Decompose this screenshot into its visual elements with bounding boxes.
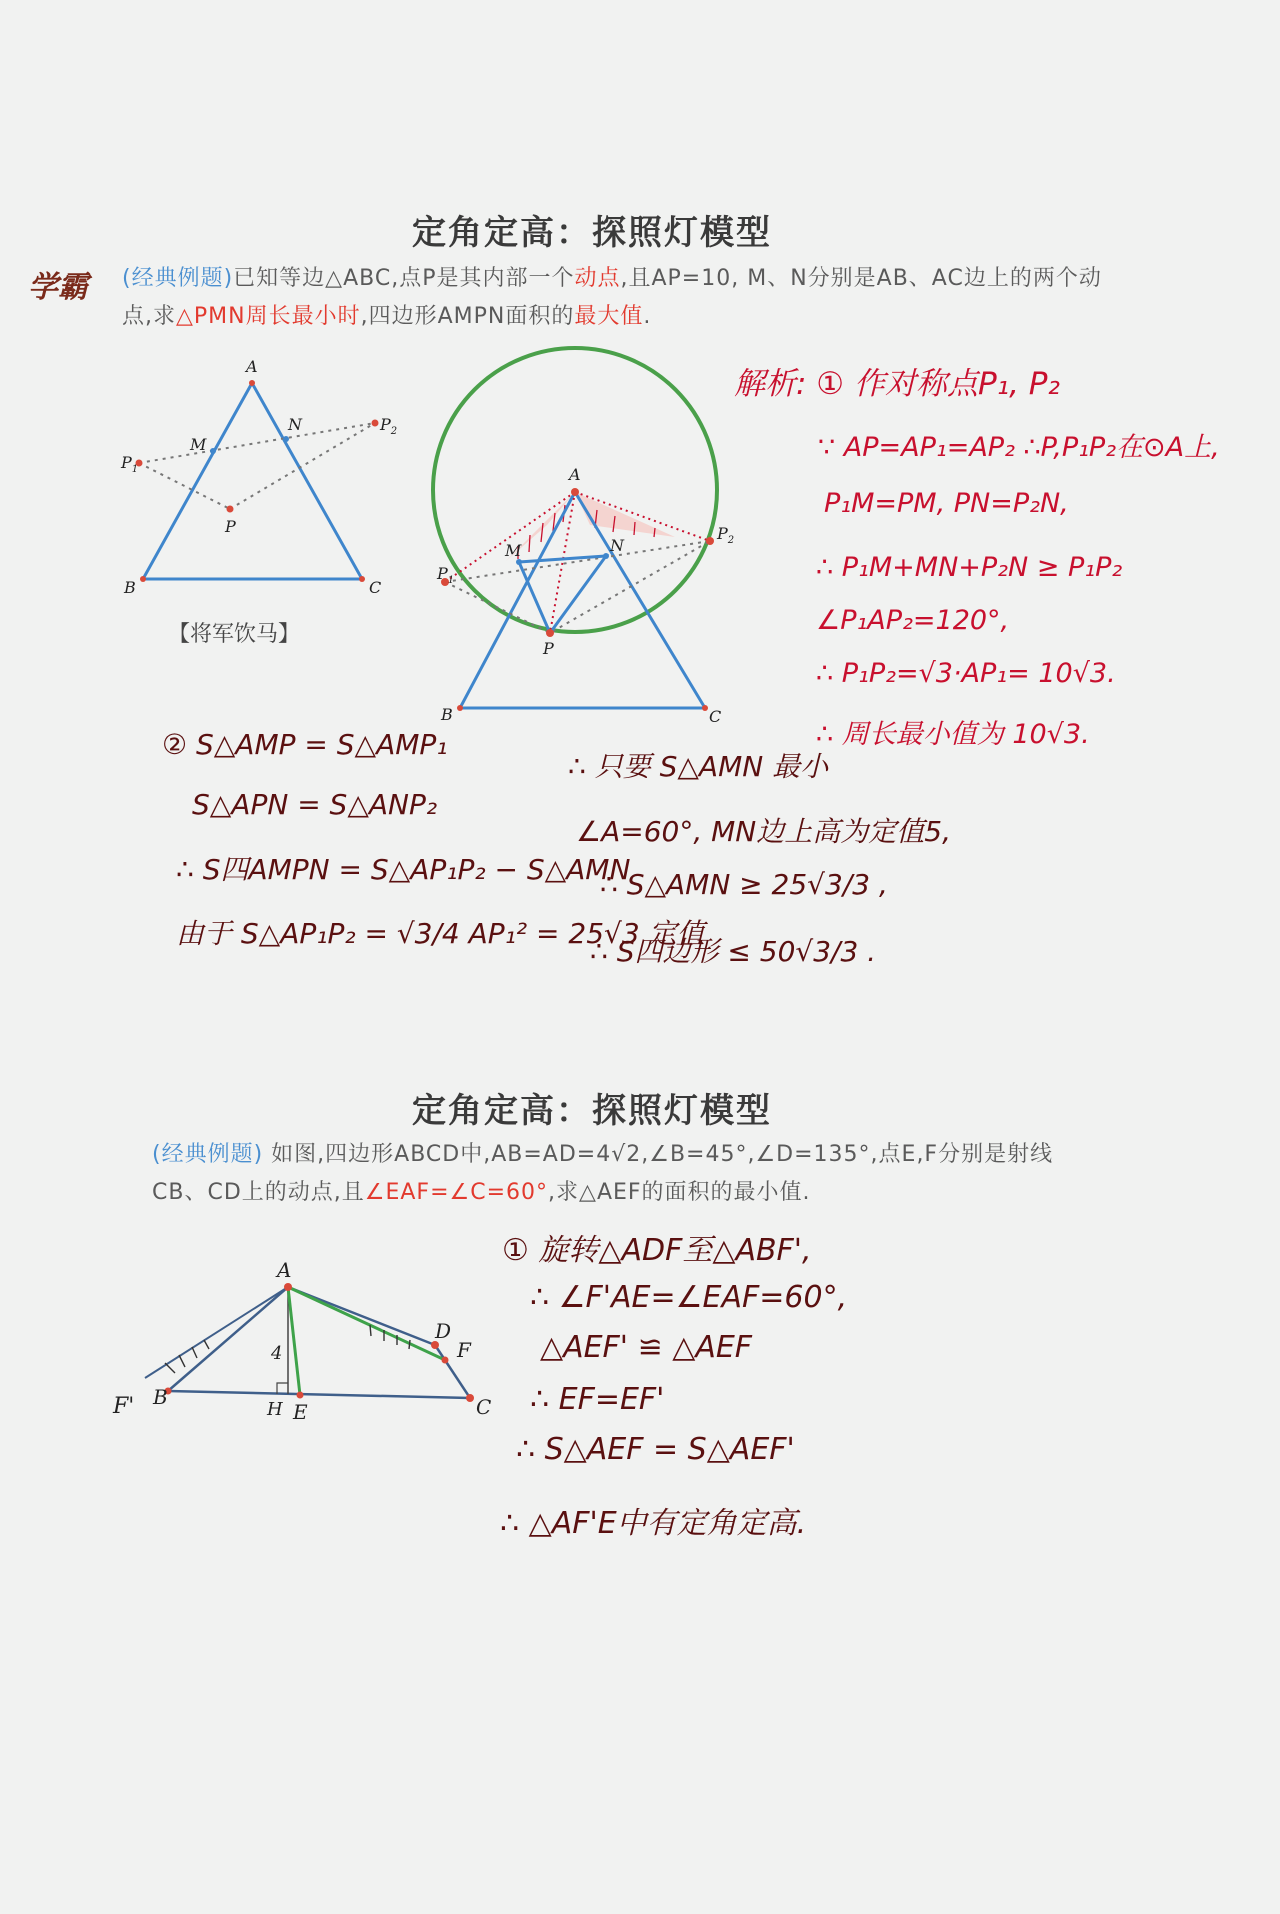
analysis-line-6: ∴ P₁P₂=√3·AP₁= 10√3. [816, 658, 1116, 689]
triangle-abc-2 [460, 492, 705, 708]
label-b-3: B [153, 1385, 168, 1409]
part2-left-4: 由于 S△AP₁P₂ = √3/4 AP₁² = 25√3 定值 [176, 917, 705, 950]
problem2-text-1: 如图,四边形ABCD中,AB=AD=4√2,∠B=45°,∠D=135°,点E,F分别是射线CB、CD上的动点,且 [152, 1142, 1054, 1205]
part2-right-4: ∴ S四边形 ≤ 50√3/3 . [590, 935, 877, 968]
point-b [140, 576, 146, 582]
problem2-tag: (经典例题) [152, 1142, 264, 1167]
line-p-p2 [230, 423, 375, 509]
segment-ab [168, 1287, 288, 1391]
label-n: N [288, 415, 302, 434]
label-a-2: A [569, 465, 581, 484]
problem2-highlight: ∠EAF=∠C=60° [364, 1180, 549, 1205]
point-f-3 [442, 1357, 449, 1364]
label-d-3: D [435, 1319, 452, 1343]
problem-highlight-3: 最大值 [574, 304, 644, 329]
label-p2-2: $P_2$ [717, 524, 735, 546]
part2-right-2: ∠A=60°, MN边上高为定值5, [576, 815, 951, 848]
line-p1-p2 [139, 423, 375, 463]
part2-left-3: ∴ S四AMPN = S△AP₁P₂ − S△AMN [176, 853, 631, 886]
label-p1-2: $P_1$ [437, 564, 455, 586]
label-p-2: P [543, 639, 554, 658]
point-p2-2 [706, 537, 714, 545]
point-p [227, 506, 234, 513]
point-a-2 [571, 488, 579, 496]
problem-tag: (经典例题) [122, 266, 234, 291]
segment-ae [288, 1287, 300, 1395]
analysis-line-4: ∴ P₁M+MN+P₂N ≥ P₁P₂ [816, 552, 1123, 583]
figure-circle-model [415, 330, 735, 730]
segment-af [288, 1287, 445, 1360]
section2-problem [152, 1136, 1072, 1212]
figure-caption: 【将军饮马】 [168, 622, 301, 647]
label-m: M [190, 435, 207, 454]
label-m-2: M [505, 541, 522, 560]
label-f-prime: F' [113, 1394, 135, 1419]
label-four: 4 [271, 1343, 283, 1364]
section1-title: 定角定高：探照灯模型 [412, 213, 772, 253]
analysis-line-1: 解析: ① 作对称点P₁, P₂ [734, 366, 1060, 402]
analysis-line-2: ∵ AP=AP₁=AP₂ ∴P,P₁P₂在⊙A上, [818, 432, 1220, 463]
brand-mark: 学霸 [28, 270, 88, 305]
point-n-2 [603, 553, 609, 559]
label-n-2: N [610, 536, 624, 555]
label-a: A [246, 357, 258, 376]
solution2-line-4: ∴ EF=EF' [530, 1382, 665, 1417]
label-h-3: H [267, 1399, 283, 1420]
point-a [249, 380, 255, 386]
label-p: P [225, 517, 236, 536]
point-m [210, 448, 216, 454]
point-n [283, 436, 289, 442]
point-e-3 [297, 1392, 304, 1399]
label-e-3: E [293, 1400, 308, 1424]
label-c-2: C [709, 707, 722, 726]
point-c-3 [466, 1394, 474, 1402]
point-b-2 [457, 705, 463, 711]
part2-right-1: ∴ 只要 S△AMN 最小 [568, 750, 829, 783]
problem-text-2: ,且AP=10, M、N分别是AB、AC边上的两个动点,求 [122, 266, 1102, 329]
problem-highlight-1: 动点 [574, 266, 621, 291]
section2-title: 定角定高：探照灯模型 [412, 1091, 772, 1131]
problem-highlight-2: △PMN周长最小时 [176, 304, 361, 329]
section1-problem [122, 260, 1102, 336]
point-c-2 [702, 705, 708, 711]
solution2-line-6: ∴ △AF'E中有定角定高. [500, 1506, 807, 1541]
solution2-line-3: △AEF' ≌ △AEF [540, 1330, 753, 1365]
problem2-text-2: ,求△AEF的面积的最小值. [548, 1180, 811, 1205]
segment-bc [168, 1391, 470, 1398]
solution2-line-2: ∴ ∠F'AE=∠EAF=60°, [530, 1280, 848, 1315]
problem-text-4: . [643, 304, 652, 329]
label-f-3: F [457, 1338, 471, 1362]
line-p1-p2-2 [445, 541, 710, 582]
label-p1: $P_1$ [121, 453, 139, 475]
point-p-2 [546, 629, 554, 637]
point-c [359, 576, 365, 582]
label-c-3: C [476, 1395, 492, 1419]
part2-right-3: ∴ S△AMN ≥ 25√3/3 , [600, 868, 888, 901]
label-b: B [124, 578, 136, 597]
part2-left-1: ② S△AMP = S△AMP₁ [162, 728, 448, 761]
solution2-line-5: ∴ S△AEF = S△AEF' [516, 1432, 795, 1467]
figure-general-triangle [120, 350, 420, 610]
label-c: C [369, 578, 382, 597]
point-p2 [372, 420, 379, 427]
solution2-line-1: ① 旋转△ADF至△ABF', [502, 1233, 812, 1268]
problem-text-1: 已知等边△ABC,点P是其内部一个 [233, 266, 575, 291]
label-b-2: B [441, 705, 453, 724]
point-a-3 [284, 1283, 292, 1291]
label-p2: $P_2$ [380, 415, 398, 437]
problem-text-3: ,四边形AMPN面积的 [360, 304, 575, 329]
part2-left-2: S△APN = S△ANP₂ [192, 788, 438, 821]
analysis-line-7: ∴ 周长最小值为 10√3. [816, 719, 1090, 750]
analysis-line-3: P₁M=PM, PN=P₂N, [824, 488, 1069, 519]
line-a-p1 [445, 492, 575, 582]
figure-quadrilateral [105, 1245, 515, 1445]
analysis-line-5: ∠P₁AP₂=120°, [816, 605, 1010, 636]
label-a-3: A [277, 1258, 292, 1282]
